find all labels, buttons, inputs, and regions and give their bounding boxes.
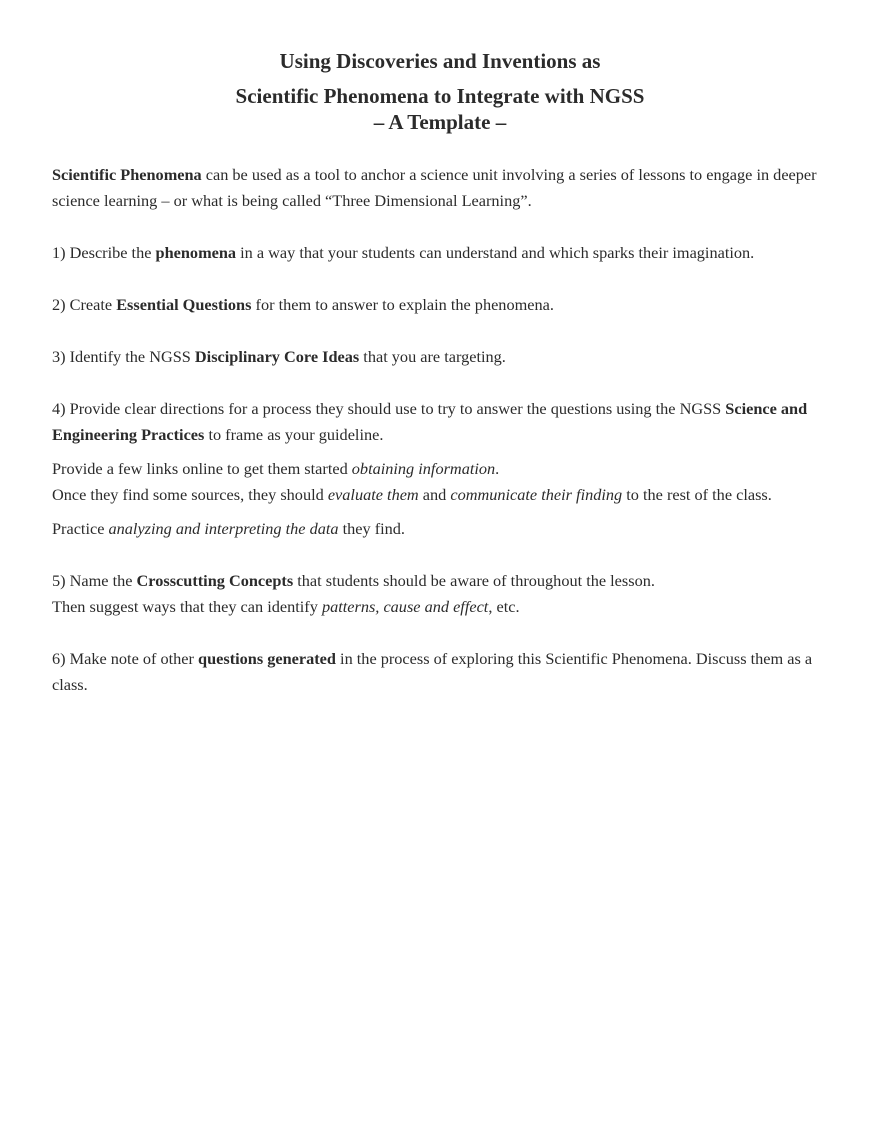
step-6-bold: questions generated xyxy=(198,649,336,668)
step-4-sources-italic-1: evaluate them xyxy=(327,485,419,504)
step-4-links xyxy=(52,456,832,482)
step-2 xyxy=(52,292,832,318)
step-4-practice-italic: analyzing and interpreting the data xyxy=(108,519,339,538)
step-5-text-a: 5) Name the xyxy=(52,571,137,590)
intro-text: can be used as a tool to anchor a science unit involving a series of lessons to engage in deeper science learning – or what is being called “Three Dimensional Learning”. xyxy=(52,165,817,210)
step-5 xyxy=(52,568,832,594)
step-1-text-a: 1) Describe the xyxy=(52,243,156,262)
step-4-practice xyxy=(52,516,832,542)
step-4-sources xyxy=(52,482,832,508)
step-4-links-text-b: . xyxy=(495,459,500,478)
step-5-suggestion-text-b: , etc. xyxy=(488,597,520,616)
step-6 xyxy=(52,646,832,698)
step-2-bold: Essential Questions xyxy=(116,295,252,314)
step-4-sources-text-mid: and xyxy=(418,485,451,504)
step-4-sources-text-a: Once they find some sources, they should xyxy=(52,485,328,504)
step-3 xyxy=(52,344,832,370)
step-4-practice-text-a: Practice xyxy=(52,519,109,538)
step-5-suggestion xyxy=(52,594,832,620)
step-4-sources-text-b: to the rest of the class. xyxy=(622,485,772,504)
step-5-suggestion-text-a: Then suggest ways that they can identify xyxy=(52,597,322,616)
title-line-2: Scientific Phenomena to Integrate with NGSS xyxy=(235,84,645,108)
step-1-bold: phenomena xyxy=(155,243,237,262)
step-5-suggestion-italic: patterns, cause and effect xyxy=(321,597,489,616)
step-3-bold: Disciplinary Core Ideas xyxy=(194,347,360,366)
step-4 xyxy=(52,396,832,448)
step-3-text-a: 3) Identify the NGSS xyxy=(52,347,195,366)
intro-bold: Scientific Phenomena xyxy=(52,165,202,184)
step-2-text-a: 2) Create xyxy=(52,295,117,314)
step-4-practice-text-b: they find. xyxy=(338,519,405,538)
title-line-1: Using Discoveries and Inventions as xyxy=(279,49,601,73)
step-5-text-b: that students should be aware of throughout the lesson. xyxy=(293,571,655,590)
step-4-sources-italic-2: communicate their finding xyxy=(450,485,623,504)
step-6-text-b: in the process of exploring this Scientific Phenomena. Discuss them as a class. xyxy=(52,649,813,694)
step-6-text-a: 6) Make note of other xyxy=(52,649,199,668)
step-1-text-b: in a way that your students can understand and which sparks their imagination. xyxy=(236,243,755,262)
step-4-links-text-a: Provide a few links online to get them started xyxy=(52,459,352,478)
step-4-text-b: to frame as your guideline. xyxy=(204,425,384,444)
step-4-links-italic: obtaining information xyxy=(351,459,496,478)
step-3-text-b: that you are targeting. xyxy=(359,347,506,366)
step-1 xyxy=(52,240,832,266)
title-line-3: – A Template – xyxy=(373,110,507,134)
step-4-text-a: 4) Provide clear directions for a process they should use to try to answer the questions using the NGSS xyxy=(52,399,726,418)
step-4-bold: Science and Engineering Practices xyxy=(52,399,808,444)
step-2-text-b: for them to answer to explain the phenomena. xyxy=(251,295,554,314)
intro-paragraph xyxy=(52,162,832,214)
step-5-bold: Crosscutting Concepts xyxy=(136,571,294,590)
